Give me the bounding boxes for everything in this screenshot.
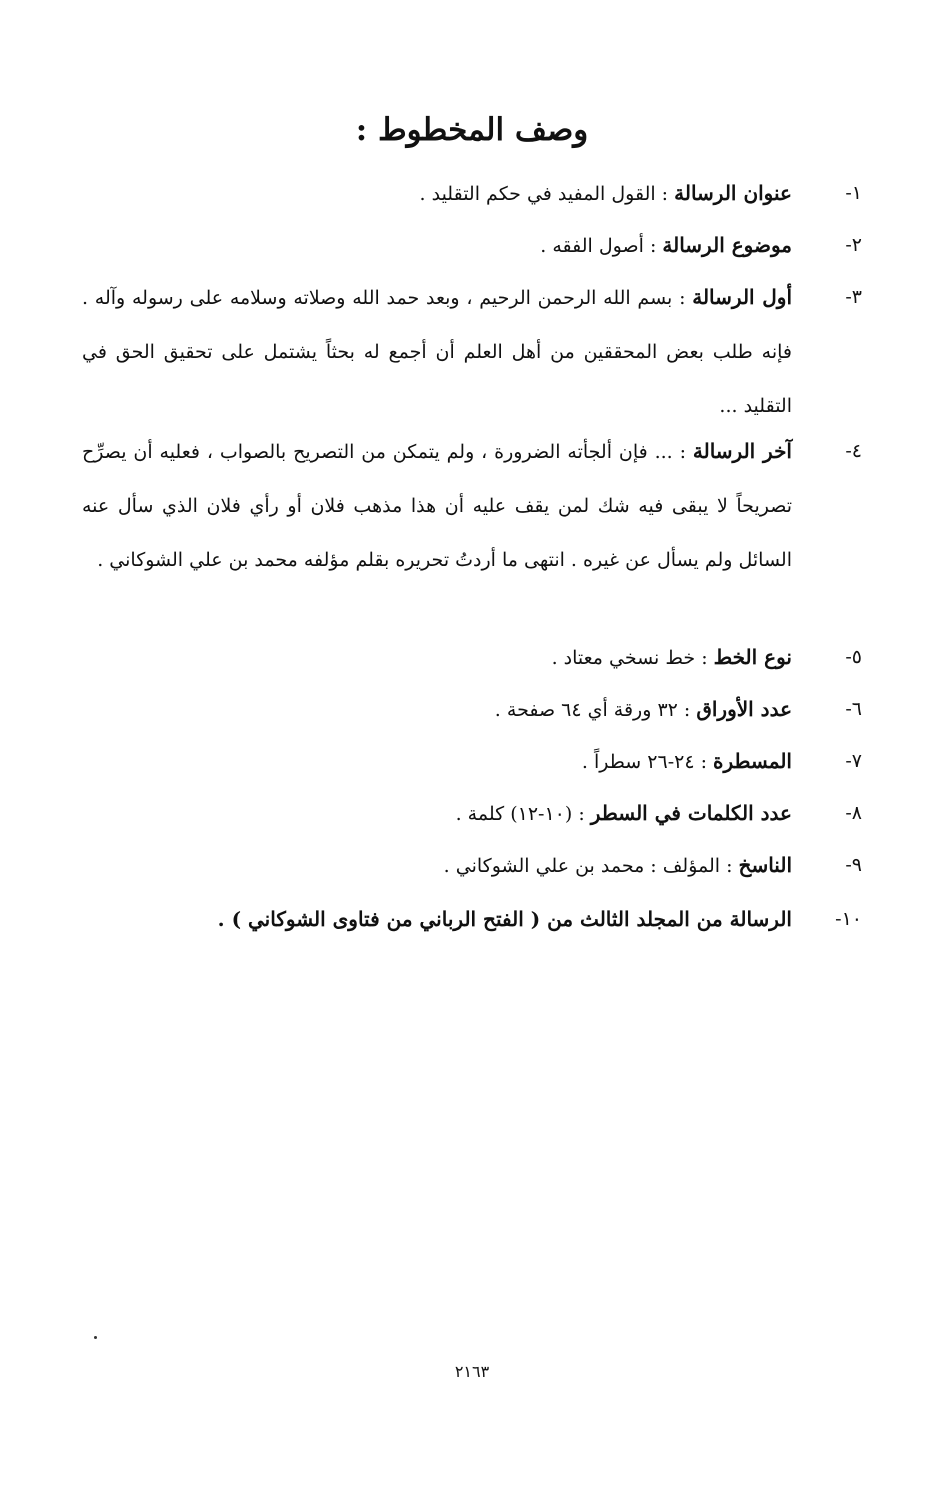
item-text: [82, 166, 792, 221]
list-item-8: [82, 786, 862, 841]
item-label: نوع الخط: [713, 645, 792, 669]
item-label: عدد الكلمات في السطر: [590, 801, 792, 825]
item-label: عنوان الرسالة: [674, 181, 792, 205]
item-label: الرسالة من المجلد الثالث من ( الفتح الرباني من فتاوى الشوكاني ) .: [217, 907, 792, 931]
item-number: ٢-: [845, 234, 862, 256]
list-item-10: [82, 892, 862, 947]
item-text: [82, 218, 792, 273]
item-number: ١-: [845, 182, 862, 204]
item-text: [82, 734, 792, 789]
list-item-6: [82, 682, 862, 737]
item-label: الناسخ: [738, 853, 792, 877]
item-number: ٦-: [845, 698, 862, 720]
list-item-1: [82, 166, 862, 221]
item-number: ٧-: [845, 750, 862, 772]
item-label: آخر الرسالة: [692, 439, 792, 463]
item-text: [82, 786, 792, 841]
list-item-5: [82, 630, 862, 685]
item-text: [82, 270, 792, 433]
item-body: : (١٠-١٢) كلمة .: [455, 803, 591, 825]
item-text: [82, 682, 792, 737]
list-item-9: [82, 838, 862, 893]
item-label: المسطرة: [713, 749, 792, 773]
item-text: [82, 630, 792, 685]
item-number: ٣-: [845, 286, 862, 308]
item-number: ٨-: [845, 802, 862, 824]
item-text: [82, 424, 792, 587]
item-body: : القول المفيد في حكم التقليد .: [419, 183, 675, 205]
item-body: : المؤلف : محمد بن علي الشوكاني .: [443, 855, 739, 877]
list-item-2: [82, 218, 862, 273]
list-item-4: [82, 424, 862, 587]
item-body: : بسم الله الرحمن الرحيم ، وبعد حمد الله وصلاته وسلامه على رسوله وآله . فإنه طلب بعض المحققين من أهل العلم أن أجمع له بحثاً يشتمل على تحقيق الحق في التقليد ...: [82, 287, 792, 417]
item-number: ٤-: [845, 440, 862, 462]
item-label: موضوع الرسالة: [662, 233, 792, 257]
list-item-3: [82, 270, 862, 433]
item-body: : ٢٤-٢٦ سطراً .: [581, 751, 714, 773]
item-text: [82, 892, 792, 947]
item-label: أول الرسالة: [692, 285, 793, 309]
item-label: عدد الأوراق: [696, 697, 792, 721]
list-item-7: [82, 734, 862, 789]
item-text: [82, 838, 792, 893]
item-number: ٥-: [845, 646, 862, 668]
item-body: : خط نسخي معتاد .: [551, 647, 714, 669]
page-number: ٢١٦٣: [454, 1362, 490, 1381]
scan-speck: [94, 1336, 97, 1339]
item-body: : أصول الفقه .: [540, 235, 663, 257]
item-number: ١٠-: [835, 908, 862, 930]
item-body: : ... فإن ألجأته الضرورة ، ولم يتمكن من التصريح بالصواب ، فعليه أن يصرِّح تصريحاً لا يبقى فيه شك لمن يقف عليه أن هذا مذهب فلان أو رأي فلان الذي سأل عنه السائل ولم يسأل عن غيره . انتهى ما أردتُ تحريره بقلم مؤلفه محمد بن علي الشوكاني .: [82, 441, 792, 571]
item-number: ٩-: [845, 854, 862, 876]
item-body: : ٣٢ ورقة أي ٦٤ صفحة .: [494, 699, 697, 721]
page-title: وصف المخطوط :: [355, 112, 589, 148]
